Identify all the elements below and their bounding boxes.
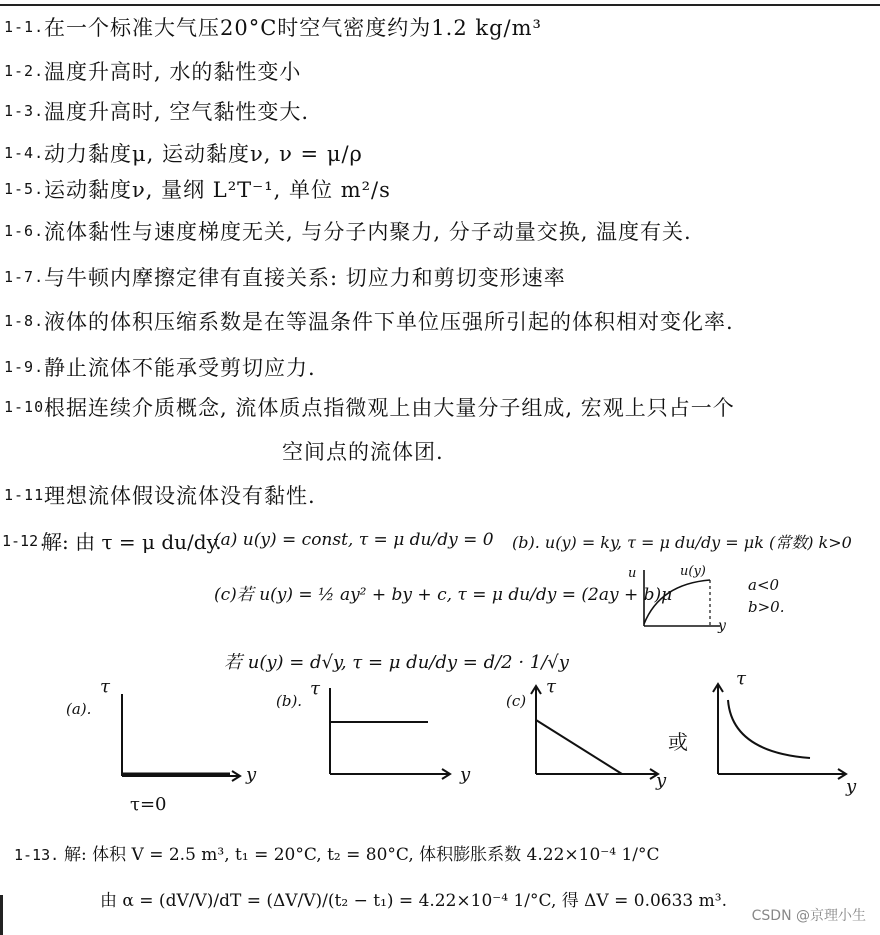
page-border-top	[0, 0, 880, 6]
graph-d-tau-label: τ	[736, 668, 746, 689]
graph-a-tau-label: τ	[100, 676, 110, 697]
graph-a-y-label: y	[246, 764, 257, 785]
sketch-uy-label: u(y)	[680, 564, 706, 579]
problem-13-given: 解: 体积 V = 2.5 m³, t₁ = 20°C, t₂ = 80°C, 体积膨胀系数 4.22×10⁻⁴ 1/°C	[64, 845, 660, 865]
case-a-formula: (a) u(y) = const, τ = μ du/dy = 0	[214, 530, 494, 550]
graph-b	[310, 676, 470, 790]
graph-a-label: (a).	[66, 700, 92, 718]
sketch-u-label: u	[628, 566, 637, 581]
graph-c-y-label: y	[656, 770, 667, 791]
solution-lead: 解: 由 τ = μ du/dy.	[42, 530, 222, 554]
graph-a	[100, 680, 260, 794]
case-c-condition-b: b>0.	[748, 598, 785, 616]
sketch-y-label: y	[718, 618, 726, 634]
graph-c-tau-label: τ	[546, 676, 556, 697]
case-b-formula: (b). u(y) = ky, τ = μ du/dy = μk (常数) k>0	[512, 533, 852, 552]
case-d-formula: 若 u(y) = d√y, τ = μ du/dy = d/2 · 1/√y	[224, 652, 569, 673]
or-label: 或	[668, 730, 688, 754]
graph-b-y-label: y	[460, 764, 471, 785]
case-c-condition-a: a<0	[748, 576, 780, 594]
page-border-left	[0, 895, 3, 935]
case-c-formula: (c)若 u(y) = ½ ay² + by + c, τ = μ du/dy = (2ay + b)μ	[214, 585, 673, 605]
graph-d-y-label: y	[846, 776, 857, 797]
graph-b-tau-label: τ	[310, 678, 320, 699]
graph-a-caption: τ=0	[130, 794, 167, 815]
watermark-text: CSDN @京理小生	[751, 908, 866, 924]
graph-c-label: (c)	[506, 692, 527, 710]
problem-13-result: 由 α = (dV/V)/dT = (ΔV/V)/(t₂ − t₁) = 4.22×10⁻⁴ 1/°C, 得 ΔV = 0.0633 m³.	[100, 891, 727, 911]
graph-d	[700, 670, 860, 794]
graph-c	[520, 678, 670, 792]
graph-b-label: (b).	[276, 692, 303, 710]
